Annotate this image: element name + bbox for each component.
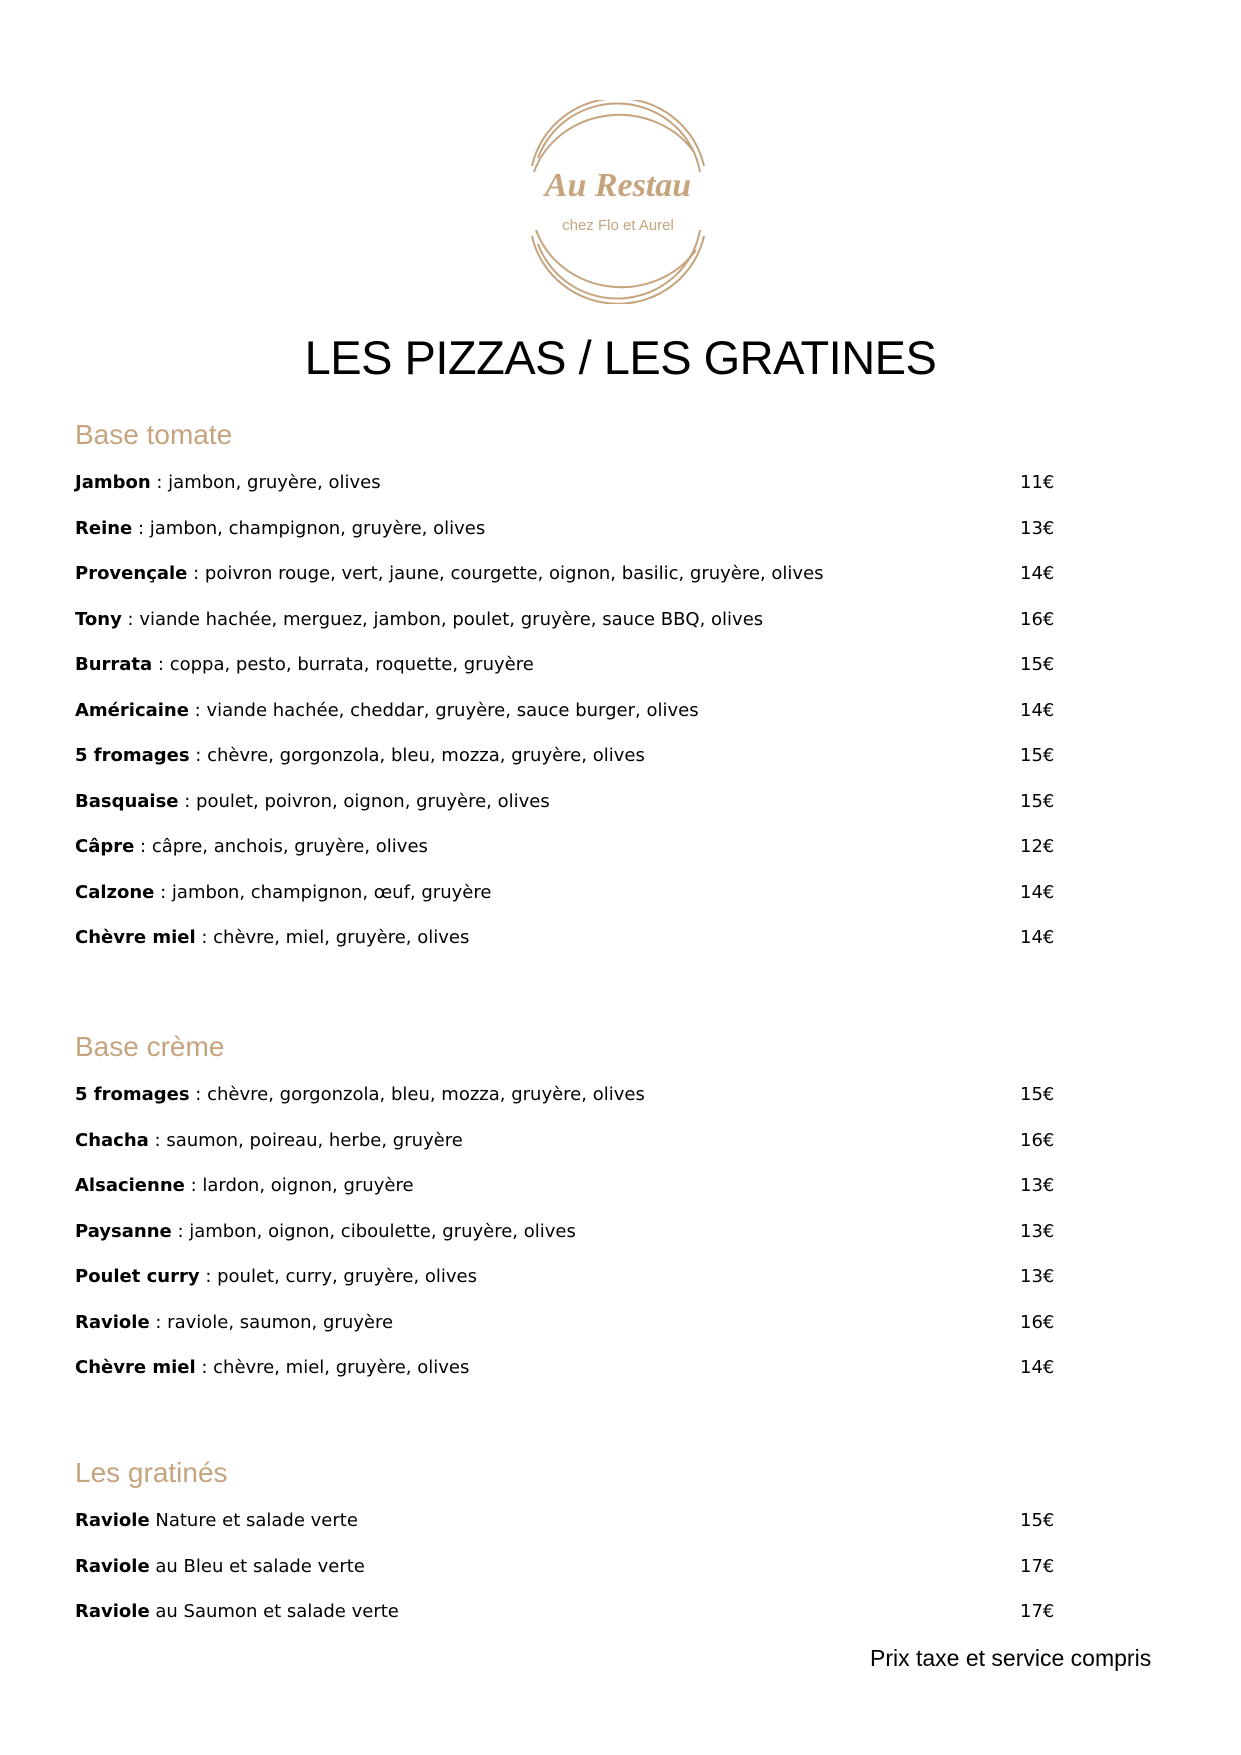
menu-item-name: Burrata	[75, 654, 153, 675]
menu-item-description: : viande hachée, cheddar, gruyère, sauce burger, olives	[188, 699, 699, 721]
section-title: Les gratinés	[75, 1457, 228, 1488]
menu-item-name: Chèvre miel	[75, 927, 196, 948]
menu-item-name: Alsacienne	[75, 1175, 185, 1196]
menu-item-name: Chacha	[75, 1129, 149, 1151]
menu-item-description: : jambon, oignon, ciboulette, gruyère, olives	[171, 1220, 576, 1242]
menu-item-price: 13€	[1020, 517, 1055, 539]
section-title: Base crème	[75, 1031, 225, 1062]
menu-item-price: 16€	[1020, 1311, 1055, 1333]
menu-item-price: 11€	[1020, 472, 1055, 493]
menu-item-name: 5 fromages	[75, 745, 190, 766]
menu-item-description: : raviole, saumon, gruyère	[149, 1311, 394, 1333]
menu-item-name: 5 fromages	[75, 1084, 190, 1105]
menu-item-description: : chèvre, miel, gruyère, olives	[195, 1357, 470, 1378]
menu-item	[75, 1355, 1055, 1381]
menu-item-name: Américaine	[75, 699, 189, 721]
menu-item-name: Raviole	[75, 1555, 150, 1577]
menu-item-description: : lardon, oignon, gruyère	[184, 1175, 414, 1196]
menu-item-name: Calzone	[75, 881, 155, 903]
menu-item-price: 13€	[1020, 1266, 1055, 1287]
menu-item-description: : poulet, poivron, oignon, gruyère, olives	[178, 790, 550, 812]
menu-item	[75, 1599, 1055, 1625]
menu-item-price: 17€	[1020, 1601, 1055, 1622]
menu-item-price: 12€	[1020, 836, 1055, 857]
menu-item	[75, 607, 1055, 633]
menu-item-description: : jambon, champignon, œuf, gruyère	[154, 881, 492, 903]
menu-item-description: : chèvre, miel, gruyère, olives	[195, 927, 470, 948]
menu-item	[75, 925, 1055, 951]
menu-item-description: : jambon, champignon, gruyère, olives	[132, 517, 486, 539]
menu-item	[75, 1082, 1055, 1108]
menu-item	[75, 1554, 1055, 1580]
menu-item-price: 16€	[1020, 1129, 1055, 1151]
menu-item	[75, 516, 1055, 542]
menu-item-price: 15€	[1020, 790, 1055, 812]
menu-item	[75, 1310, 1055, 1336]
menu-item-description: au Saumon et salade verte	[149, 1601, 399, 1622]
menu-item-description: : câpre, anchois, gruyère, olives	[134, 836, 428, 857]
menu-item	[75, 1508, 1055, 1534]
menu-item-description: : saumon, poireau, herbe, gruyère	[148, 1129, 463, 1151]
menu-item-name: Reine	[75, 517, 133, 539]
menu-item	[75, 561, 1055, 587]
menu-item-name: Paysanne	[75, 1220, 172, 1242]
menu-item-description: : viande hachée, merguez, jambon, poulet, gruyère, sauce BBQ, olives	[121, 608, 764, 630]
menu-item	[75, 1264, 1055, 1290]
menu-item-description: : poivron rouge, vert, jaune, courgette, oignon, basilic, gruyère, olives	[187, 563, 824, 584]
restaurant-logo	[518, 100, 718, 304]
menu-item-price: 13€	[1020, 1220, 1055, 1242]
menu-item-price: 15€	[1020, 654, 1055, 675]
menu-item-description: Nature et salade verte	[149, 1510, 358, 1531]
menu-item-price: 14€	[1020, 563, 1055, 584]
footer-note: Prix taxe et service compris	[870, 1645, 1152, 1671]
menu-item-price: 15€	[1020, 745, 1055, 766]
menu-item	[75, 834, 1055, 860]
page-title: LES PIZZAS / LES GRATINES	[304, 331, 937, 384]
menu-item-name: Raviole	[75, 1601, 150, 1622]
menu-item-name: Raviole	[75, 1311, 150, 1333]
menu-item-name: Câpre	[75, 836, 135, 857]
menu-item	[75, 470, 1055, 496]
menu-item-name: Poulet curry	[75, 1266, 200, 1287]
menu-item-description: : chèvre, gorgonzola, bleu, mozza, gruyère, olives	[189, 745, 645, 766]
logo-name: Au Restau	[544, 167, 692, 204]
menu-item-price: 14€	[1020, 927, 1055, 948]
menu-item-name: Provençale	[75, 563, 188, 584]
menu-item-name: Jambon	[75, 472, 151, 493]
menu-item-name: Tony	[75, 608, 122, 630]
menu-item-price: 15€	[1020, 1084, 1055, 1105]
menu-item-price: 14€	[1020, 699, 1055, 721]
menu-item-name: Basquaise	[75, 790, 179, 812]
menu-item-name: Raviole	[75, 1510, 150, 1531]
menu-item-description: : coppa, pesto, burrata, roquette, gruyère	[152, 654, 534, 675]
menu-item	[75, 789, 1055, 815]
menu-item	[75, 652, 1055, 678]
menu-item-price: 16€	[1020, 608, 1055, 630]
menu-item-price: 14€	[1020, 881, 1055, 903]
section-title: Base tomate	[75, 419, 233, 450]
menu-item-description: au Bleu et salade verte	[149, 1555, 365, 1577]
menu-item-price: 15€	[1020, 1510, 1055, 1531]
logo-circle-icon	[518, 100, 718, 304]
menu-item	[75, 1173, 1055, 1199]
menu-item-price: 14€	[1020, 1357, 1055, 1378]
menu-item-name: Chèvre miel	[75, 1357, 196, 1378]
menu-item-price: 17€	[1020, 1555, 1055, 1577]
menu-item	[75, 1219, 1055, 1245]
menu-item	[75, 1128, 1055, 1154]
menu-item	[75, 880, 1055, 906]
menu-item-description: : poulet, curry, gruyère, olives	[199, 1266, 478, 1287]
menu-item-description: : jambon, gruyère, olives	[150, 472, 381, 493]
menu-item-price: 13€	[1020, 1175, 1055, 1196]
menu-item	[75, 698, 1055, 724]
menu-item	[75, 743, 1055, 769]
logo-tagline: chez Flo et Aurel	[562, 217, 674, 234]
menu-item-description: : chèvre, gorgonzola, bleu, mozza, gruyère, olives	[189, 1084, 645, 1105]
